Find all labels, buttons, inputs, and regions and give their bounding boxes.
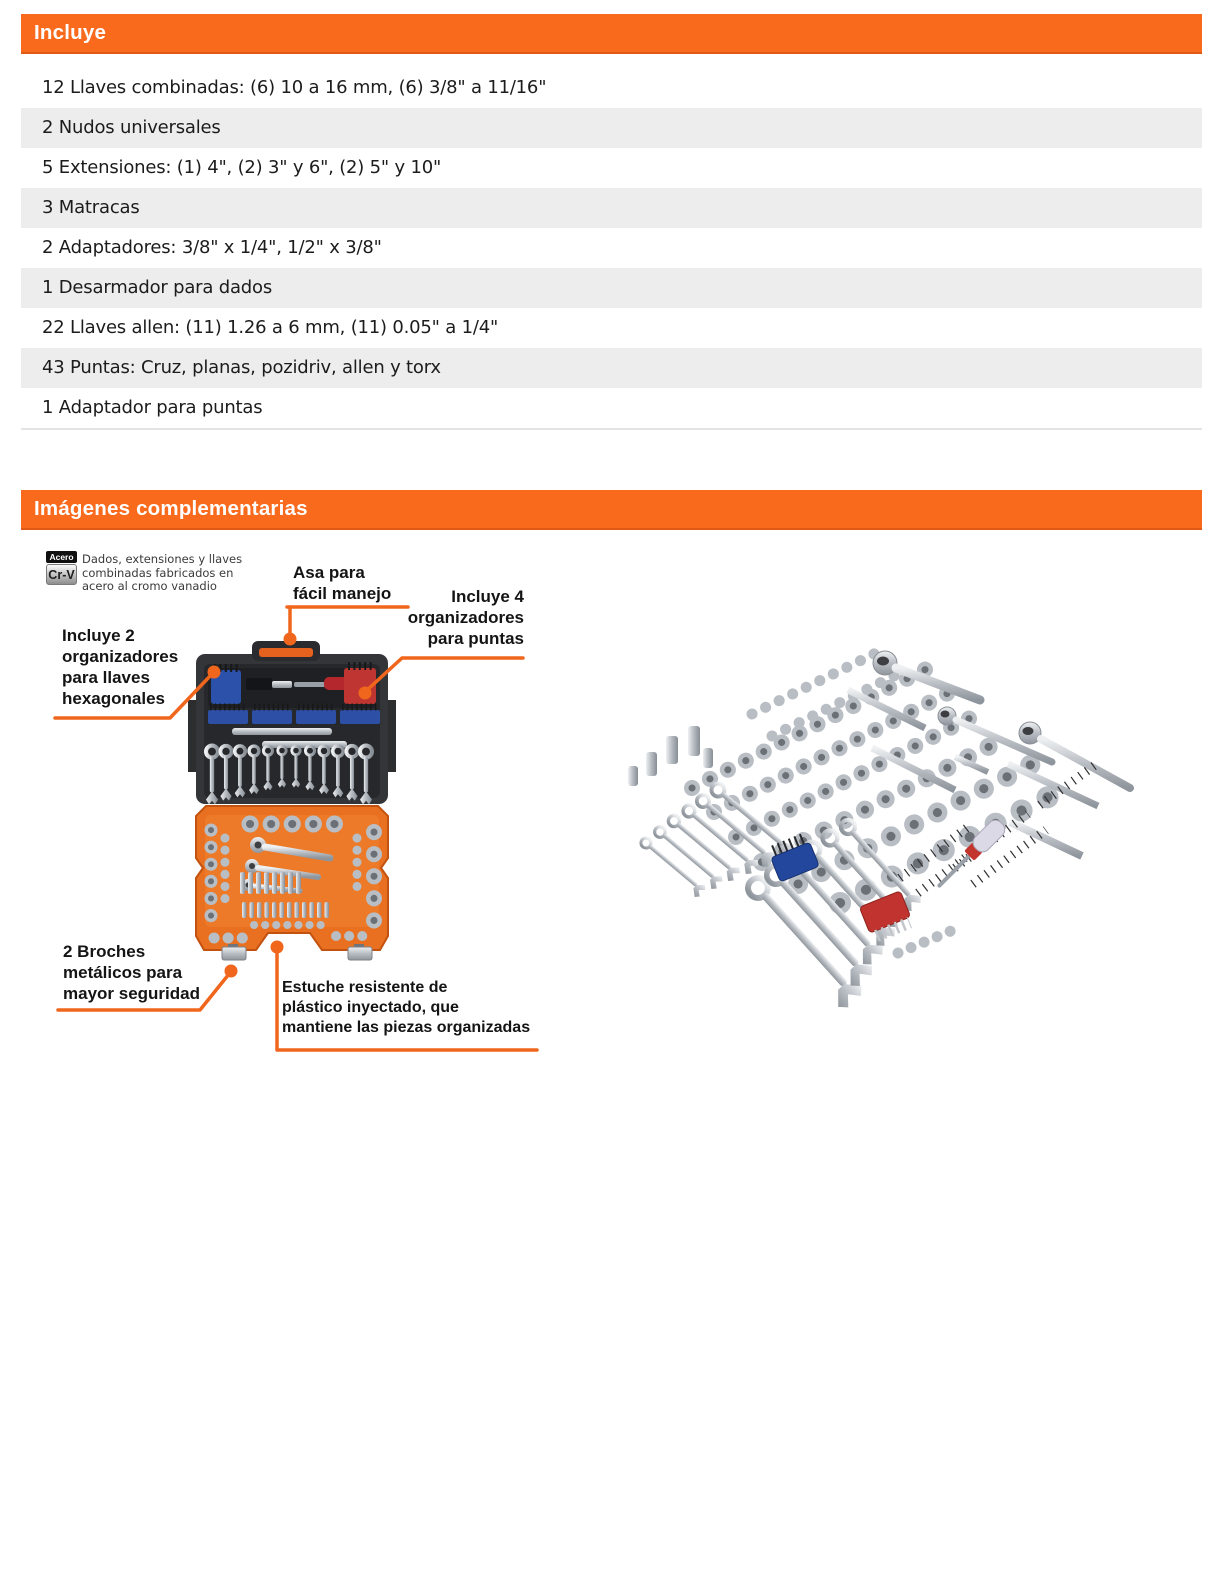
list-item: 2 Nudos universales [21, 108, 1202, 148]
list-item: 2 Adaptadores: 3/8" x 1/4", 1/2" x 3/8" [42, 237, 382, 258]
section-title: Imágenes complementarias [34, 497, 308, 520]
list-item: 22 Llaves allen: (11) 1.26 a 6 mm, (11) 0.05" a 1/4" [42, 317, 499, 338]
annotation-bit-organizers: Incluye 4 organizadores para puntas [407, 587, 524, 648]
list-item: 43 Puntas: Cruz, planas, pozidriv, allen y torx [21, 348, 1202, 388]
annotation-hex-organizers: Incluye 2 organizadores para llaves hexagonales [62, 626, 179, 708]
tool-set-image [628, 650, 1130, 1012]
annotation-case: Estuche resistente de plástico inyectado, que mantiene las piezas organizadas [282, 979, 531, 1036]
list-item: 1 Adaptador para puntas [42, 397, 263, 418]
annotation-handle: Asa para fácil manejo [293, 563, 392, 603]
section-header-imagenes [21, 490, 1202, 530]
list-item: 5 Extensiones: (1) 4", (2) 3" y 6", (2) 5" y 10" [42, 157, 442, 178]
badge-acero-label: Acero [46, 551, 77, 563]
includes-list [21, 68, 1202, 430]
crv-steel-badge [46, 551, 77, 585]
annotation-metal-clasps: 2 Broches metálicos para mayor seguridad [63, 942, 200, 1003]
badge-crv-label: Cr-V [46, 564, 77, 585]
list-item: 3 Matracas [21, 188, 1202, 228]
list-item: 12 Llaves combinadas: (6) 10 a 16 mm, (6) 3/8" a 11/16" [42, 77, 547, 98]
section-title: Incluye [34, 21, 107, 44]
case-handle-grip [259, 648, 313, 657]
list-item: 1 Desarmador para dados [21, 268, 1202, 308]
badge-description: Dados, extensiones y llaves combinadas fabricados en acero al cromo vanadio [82, 552, 243, 593]
section-header-incluye [21, 14, 1202, 54]
